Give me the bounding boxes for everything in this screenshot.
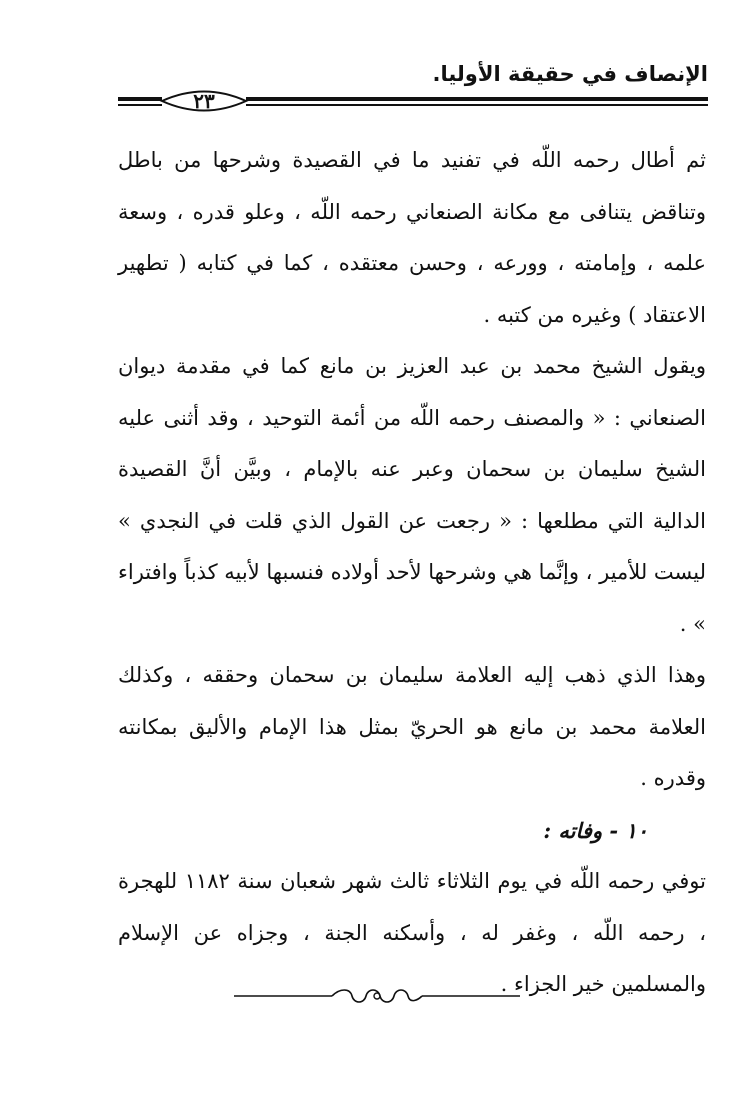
- paragraph: ويقول الشيخ محمد بن عبد العزيز بن مانع كما في مقدمة ديوان الصنعاني : « والمصنف رحمه اللّه من أئمة التوحيد ، وقد أثنى عليه الشيخ سليمان بن سحمان وعبر عنه بالإمام ، وبيَّن أنَّ القصيدة الدالية التي مطلعها : « رجعت عن القول الذي قلت في النجدي » ليست للأمير ، وإنَّما هي وشرحها لأحد أولاده فنسبها لأبيه كذباً وافتراء » .: [118, 354, 706, 636]
- paragraph: وهذا الذي ذهب إليه العلامة سليمان بن سحمان وحققه ، وكذلك العلامة محمد بن مانع هو الحريّ بمثل هذا الإمام والأليق بمكانته وقدره .: [118, 663, 706, 790]
- page-number: ٢٣: [193, 89, 215, 113]
- page-header: [118, 62, 708, 122]
- end-ornament: [232, 986, 522, 1006]
- page-body: [118, 135, 706, 1011]
- running-title: الإنصاف في حقيقة الأوليا.: [432, 62, 708, 86]
- paragraph: ثم أطال رحمه اللّه في تفنيد ما في القصيدة وشرحها من باطل وتناقض يتنافى مع مكانة الصنعاني رحمه اللّه ، وعلو قدره ، وسعة علمه ، وإمامته ، وورعه ، وحسن معتقده ، كما في كتابه ( تطهير الاعتقاد ) وغيره من كتبه .: [118, 148, 706, 327]
- paragraph: توفي رحمه اللّه في يوم الثلاثاء ثالث شهر شعبان سنة ١١٨٢ للهجرة ، رحمه اللّه ، وغفر له ، وأسكنه الجنة ، وجزاه عن الإسلام والمسلمين خير الجزاء .: [118, 869, 707, 996]
- section-heading: ١٠ - وفاته :: [543, 817, 648, 843]
